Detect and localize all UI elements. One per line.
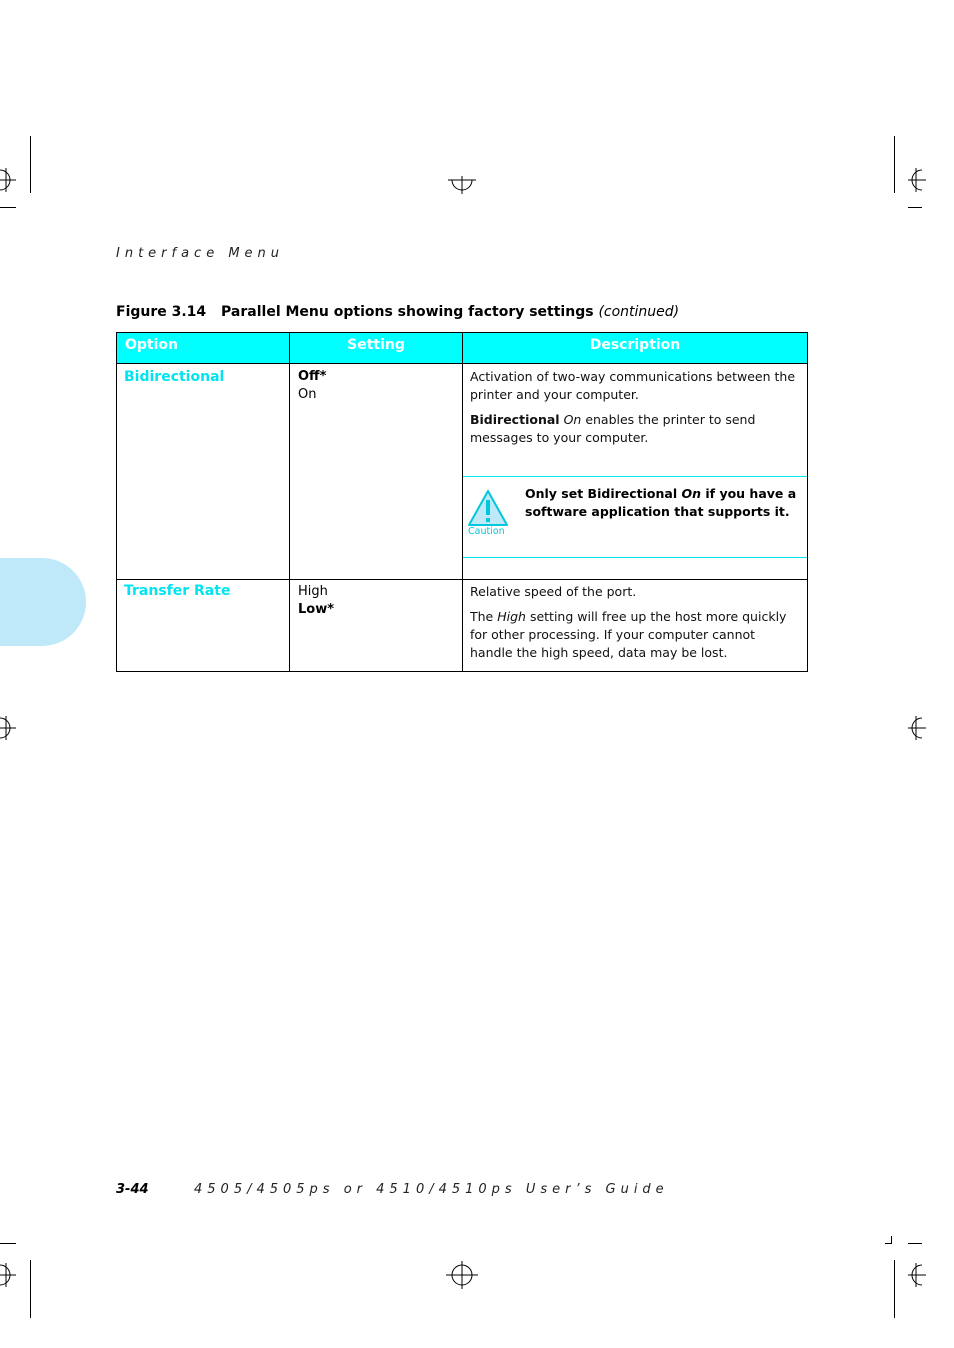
setting-default-low: Low* [298,602,335,617]
registration-mark-icon [0,168,16,192]
column-divider [462,333,463,671]
option-transfer-rate: Transfer Rate [124,583,231,599]
setting-list [298,583,334,619]
description-text: Bidirectional On enables the printer to send messages to your computer. [470,412,756,445]
option-bidirectional: Bidirectional [124,369,225,385]
caution-label: Caution [468,526,505,537]
registration-mark-icon [446,1261,478,1289]
parallel-menu-table [116,332,808,672]
chapter-thumb-tab [0,558,86,646]
registration-mark-icon [0,716,16,740]
description-text: Relative speed of the port. [470,584,637,599]
page-number: 3-44 [116,1182,149,1197]
caution-divider-top [463,476,807,477]
row-divider [117,579,807,580]
description-bidirectional [470,368,800,454]
guide-title: 4505/4505ps or 4510/4510ps User’s Guide [194,1182,669,1197]
setting-default-off: Off* [298,369,327,384]
header-setting: Setting [290,333,462,364]
running-head: Interface Menu [116,246,285,261]
description-text: Activation of two-way communications between the printer and your computer. [470,369,796,402]
registration-mark-icon [448,176,476,194]
figure-caption [116,304,679,320]
column-divider [289,333,290,671]
description-text: The High setting will free up the host more quickly for other processing. If your computer cannot handle the high speed, data may be lost. [470,609,787,660]
registration-mark-icon [908,168,926,192]
caution-text: Only set Bidirectional On if you have a software application that supports it. [525,486,797,519]
caution-divider-bottom [463,557,807,558]
registration-mark-icon [908,716,926,740]
figure-continued: (continued) [598,304,680,320]
header-description: Description [463,333,807,364]
registration-mark-icon [0,1263,16,1287]
header-option: Option [117,333,289,364]
setting-on: On [298,387,317,402]
description-transfer-rate [470,583,800,669]
figure-number: Figure 3.14 [116,304,207,320]
setting-list [298,368,326,404]
registration-mark-icon [908,1263,926,1287]
caution-icon [467,489,509,527]
setting-high: High [298,584,328,599]
figure-title: Parallel Menu options showing factory settings [221,304,594,320]
